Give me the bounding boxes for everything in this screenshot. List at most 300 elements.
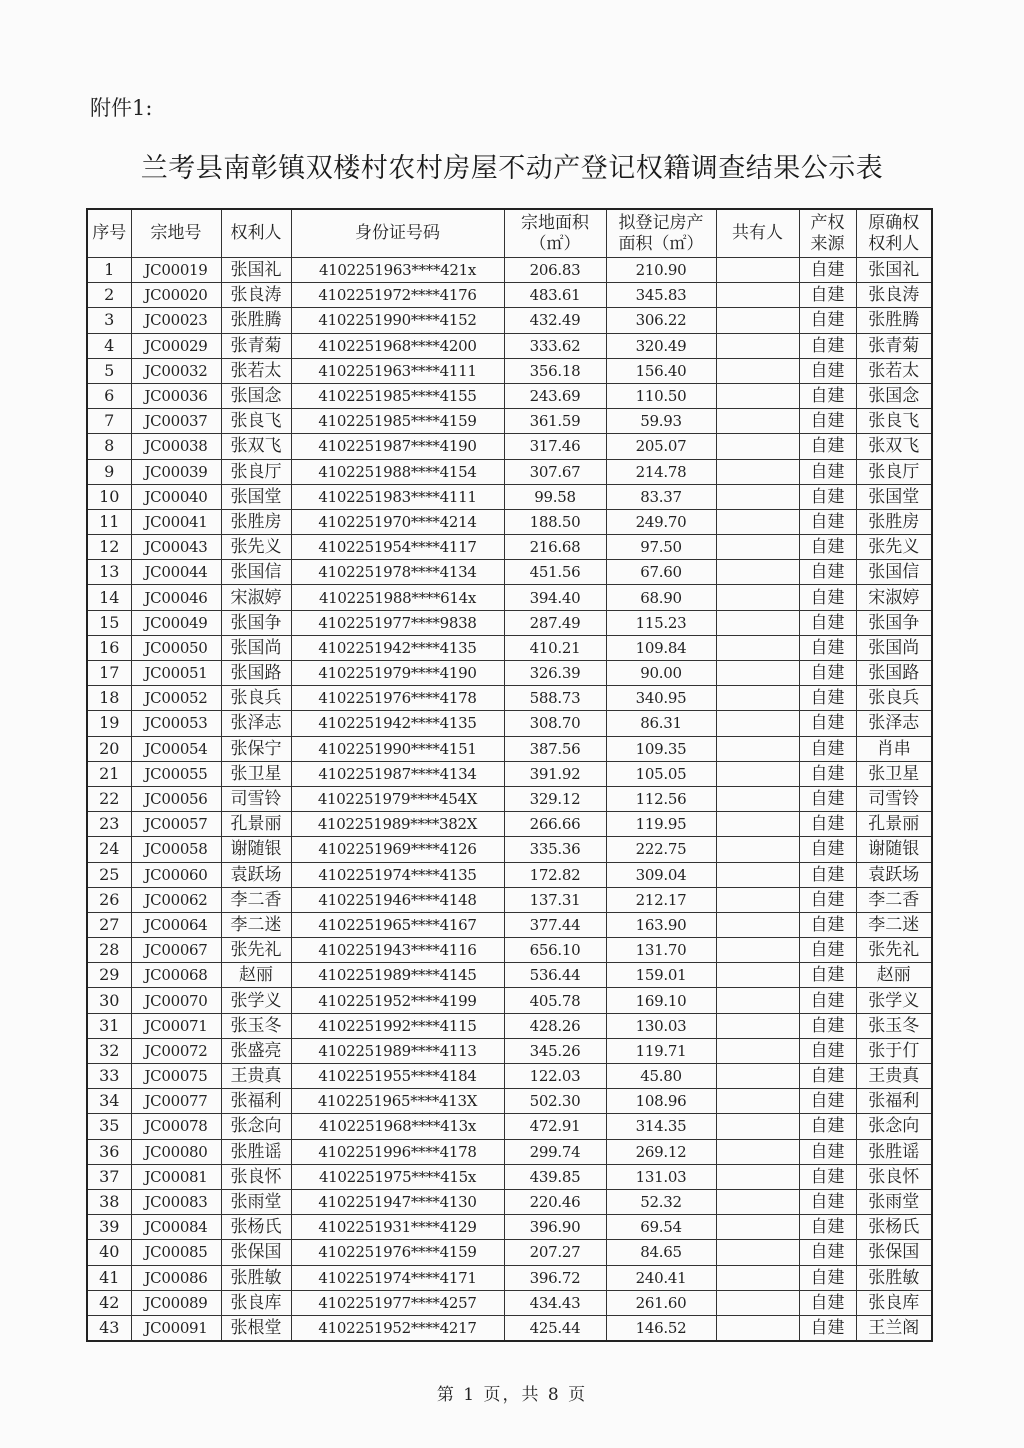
cell-id-number: 4102251988****614x [291, 585, 504, 610]
cell-co-owner [716, 585, 799, 610]
table-row [87, 635, 932, 660]
cell-house-area: 269.12 [606, 1139, 716, 1164]
cell-original-owner: 宋淑婷 [856, 585, 932, 610]
table-row [87, 535, 932, 560]
cell-house-area: 169.10 [606, 988, 716, 1013]
table-row [87, 786, 932, 811]
cell-original-owner: 赵丽 [856, 963, 932, 988]
table-row [87, 887, 932, 912]
table-row [87, 283, 932, 308]
cell-owner: 张良飞 [221, 409, 291, 434]
cell-owner: 张玉冬 [221, 1013, 291, 1038]
cell-original-owner: 张保国 [856, 1240, 932, 1265]
cell-house-area: 84.65 [606, 1240, 716, 1265]
cell-id-number: 4102251990****4152 [291, 308, 504, 333]
cell-id-number: 4102251996****4178 [291, 1139, 504, 1164]
cell-owner: 张国礼 [221, 258, 291, 283]
cell-seq: 7 [87, 409, 131, 434]
cell-owner: 张良涛 [221, 283, 291, 308]
cell-land-area: 391.92 [504, 761, 606, 786]
cell-seq: 28 [87, 938, 131, 963]
cell-land-area: 137.31 [504, 887, 606, 912]
cell-seq: 36 [87, 1139, 131, 1164]
cell-seq: 29 [87, 963, 131, 988]
cell-seq: 8 [87, 434, 131, 459]
table-row [87, 1089, 932, 1114]
cell-co-owner [716, 308, 799, 333]
cell-seq: 25 [87, 862, 131, 887]
cell-co-owner [716, 635, 799, 660]
cell-house-area: 261.60 [606, 1290, 716, 1315]
cell-land-area: 428.26 [504, 1013, 606, 1038]
cell-owner: 张学义 [221, 988, 291, 1013]
table-row [87, 963, 932, 988]
cell-original-owner: 张良涛 [856, 283, 932, 308]
cell-property-source: 自建 [799, 1164, 856, 1189]
cell-house-area: 214.78 [606, 459, 716, 484]
cell-house-area: 83.37 [606, 484, 716, 509]
cell-co-owner [716, 1240, 799, 1265]
cell-co-owner [716, 1089, 799, 1114]
cell-land-area: 472.91 [504, 1114, 606, 1139]
cell-land-area: 656.10 [504, 938, 606, 963]
cell-owner: 张青菊 [221, 333, 291, 358]
cell-seq: 26 [87, 887, 131, 912]
cell-parcel-no: JC00020 [131, 283, 221, 308]
cell-id-number: 4102251963****4111 [291, 358, 504, 383]
cell-parcel-no: JC00058 [131, 837, 221, 862]
cell-land-area: 335.36 [504, 837, 606, 862]
table-row [87, 1013, 932, 1038]
cell-id-number: 4102251989****382X [291, 812, 504, 837]
table-row [87, 837, 932, 862]
table-row [87, 1038, 932, 1063]
cell-co-owner [716, 1189, 799, 1214]
cell-parcel-no: JC00040 [131, 484, 221, 509]
cell-property-source: 自建 [799, 358, 856, 383]
cell-land-area: 299.74 [504, 1139, 606, 1164]
cell-owner: 袁跃场 [221, 862, 291, 887]
cell-owner: 张国争 [221, 610, 291, 635]
cell-original-owner: 孔景丽 [856, 812, 932, 837]
cell-owner: 宋淑婷 [221, 585, 291, 610]
cell-property-source: 自建 [799, 938, 856, 963]
cell-co-owner [716, 686, 799, 711]
cell-co-owner [716, 459, 799, 484]
cell-co-owner [716, 333, 799, 358]
table-row [87, 1114, 932, 1139]
cell-house-area: 159.01 [606, 963, 716, 988]
cell-id-number: 4102251952****4217 [291, 1315, 504, 1341]
cell-property-source: 自建 [799, 711, 856, 736]
cell-parcel-no: JC00084 [131, 1215, 221, 1240]
cell-property-source: 自建 [799, 1139, 856, 1164]
table-row [87, 585, 932, 610]
cell-original-owner: 张于仃 [856, 1038, 932, 1063]
cell-seq: 22 [87, 786, 131, 811]
cell-original-owner: 张良怀 [856, 1164, 932, 1189]
cell-land-area: 308.70 [504, 711, 606, 736]
cell-seq: 19 [87, 711, 131, 736]
cell-land-area: 439.85 [504, 1164, 606, 1189]
cell-property-source: 自建 [799, 1315, 856, 1341]
cell-parcel-no: JC00041 [131, 509, 221, 534]
cell-land-area: 243.69 [504, 383, 606, 408]
table-row [87, 1265, 932, 1290]
cell-seq: 32 [87, 1038, 131, 1063]
cell-parcel-no: JC00055 [131, 761, 221, 786]
cell-land-area: 172.82 [504, 862, 606, 887]
cell-original-owner: 肖串 [856, 736, 932, 761]
cell-id-number: 4102251988****4154 [291, 459, 504, 484]
cell-parcel-no: JC00044 [131, 560, 221, 585]
cell-house-area: 86.31 [606, 711, 716, 736]
cell-original-owner: 张良兵 [856, 686, 932, 711]
cell-parcel-no: JC00062 [131, 887, 221, 912]
cell-original-owner: 张雨堂 [856, 1189, 932, 1214]
table-header-row [87, 209, 932, 258]
table-row [87, 1290, 932, 1315]
cell-parcel-no: JC00075 [131, 1064, 221, 1089]
cell-property-source: 自建 [799, 1265, 856, 1290]
cell-parcel-no: JC00080 [131, 1139, 221, 1164]
cell-seq: 21 [87, 761, 131, 786]
cell-owner: 张福利 [221, 1089, 291, 1114]
cell-owner: 张国念 [221, 383, 291, 408]
cell-property-source: 自建 [799, 484, 856, 509]
table-row [87, 988, 932, 1013]
cell-original-owner: 张国信 [856, 560, 932, 585]
cell-land-area: 206.83 [504, 258, 606, 283]
cell-id-number: 4102251963****421x [291, 258, 504, 283]
cell-house-area: 45.80 [606, 1064, 716, 1089]
cell-seq: 34 [87, 1089, 131, 1114]
cell-original-owner: 张若太 [856, 358, 932, 383]
cell-co-owner [716, 1215, 799, 1240]
cell-house-area: 115.23 [606, 610, 716, 635]
cell-seq: 41 [87, 1265, 131, 1290]
cell-id-number: 4102251969****4126 [291, 837, 504, 862]
cell-property-source: 自建 [799, 761, 856, 786]
cell-house-area: 156.40 [606, 358, 716, 383]
table-row [87, 761, 932, 786]
cell-house-area: 68.90 [606, 585, 716, 610]
cell-original-owner: 张胜腾 [856, 308, 932, 333]
cell-house-area: 90.00 [606, 661, 716, 686]
cell-house-area: 314.35 [606, 1114, 716, 1139]
cell-id-number: 4102251985****4159 [291, 409, 504, 434]
cell-house-area: 306.22 [606, 308, 716, 333]
cell-co-owner [716, 409, 799, 434]
cell-owner: 李二迷 [221, 912, 291, 937]
cell-seq: 10 [87, 484, 131, 509]
cell-land-area: 425.44 [504, 1315, 606, 1341]
cell-parcel-no: JC00050 [131, 635, 221, 660]
cell-owner: 张国路 [221, 661, 291, 686]
cell-property-source: 自建 [799, 258, 856, 283]
cell-seq: 15 [87, 610, 131, 635]
attachment-label: 附件1: [90, 96, 153, 120]
table-row [87, 258, 932, 283]
cell-co-owner [716, 1013, 799, 1038]
cell-id-number: 4102251978****4134 [291, 560, 504, 585]
cell-co-owner [716, 258, 799, 283]
cell-id-number: 4102251985****4155 [291, 383, 504, 408]
column-header-owner: 权利人 [221, 209, 291, 258]
cell-property-source: 自建 [799, 686, 856, 711]
cell-owner: 张念向 [221, 1114, 291, 1139]
cell-co-owner [716, 1265, 799, 1290]
cell-land-area: 207.27 [504, 1240, 606, 1265]
cell-original-owner: 司雪铃 [856, 786, 932, 811]
column-header-parcel-no: 宗地号 [131, 209, 221, 258]
cell-owner: 张保宁 [221, 736, 291, 761]
cell-property-source: 自建 [799, 1114, 856, 1139]
cell-id-number: 4102251987****4190 [291, 434, 504, 459]
cell-id-number: 4102251974****4135 [291, 862, 504, 887]
cell-property-source: 自建 [799, 887, 856, 912]
cell-id-number: 4102251992****4115 [291, 1013, 504, 1038]
cell-owner: 张先礼 [221, 938, 291, 963]
table-row [87, 1215, 932, 1240]
cell-parcel-no: JC00049 [131, 610, 221, 635]
cell-owner: 张胜房 [221, 509, 291, 534]
table-row [87, 1315, 932, 1341]
cell-id-number: 4102251946****4148 [291, 887, 504, 912]
cell-property-source: 自建 [799, 1089, 856, 1114]
cell-property-source: 自建 [799, 736, 856, 761]
cell-owner: 张胜谣 [221, 1139, 291, 1164]
cell-property-source: 自建 [799, 560, 856, 585]
cell-seq: 43 [87, 1315, 131, 1341]
table-row [87, 358, 932, 383]
cell-parcel-no: JC00072 [131, 1038, 221, 1063]
cell-house-area: 105.05 [606, 761, 716, 786]
cell-original-owner: 张良厅 [856, 459, 932, 484]
cell-owner: 司雪铃 [221, 786, 291, 811]
cell-co-owner [716, 509, 799, 534]
cell-property-source: 自建 [799, 535, 856, 560]
cell-co-owner [716, 434, 799, 459]
cell-owner: 王贵真 [221, 1064, 291, 1089]
cell-seq: 31 [87, 1013, 131, 1038]
cell-property-source: 自建 [799, 1038, 856, 1063]
cell-owner: 张胜腾 [221, 308, 291, 333]
cell-parcel-no: JC00037 [131, 409, 221, 434]
cell-id-number: 4102251947****4130 [291, 1189, 504, 1214]
cell-land-area: 502.30 [504, 1089, 606, 1114]
cell-parcel-no: JC00029 [131, 333, 221, 358]
cell-house-area: 59.93 [606, 409, 716, 434]
cell-owner: 张国堂 [221, 484, 291, 509]
cell-parcel-no: JC00068 [131, 963, 221, 988]
cell-land-area: 122.03 [504, 1064, 606, 1089]
cell-seq: 13 [87, 560, 131, 585]
cell-seq: 6 [87, 383, 131, 408]
table-row [87, 383, 932, 408]
cell-original-owner: 谢随银 [856, 837, 932, 862]
cell-co-owner [716, 383, 799, 408]
cell-house-area: 205.07 [606, 434, 716, 459]
cell-land-area: 188.50 [504, 509, 606, 534]
cell-house-area: 320.49 [606, 333, 716, 358]
cell-original-owner: 张青菊 [856, 333, 932, 358]
cell-id-number: 4102251983****4111 [291, 484, 504, 509]
cell-house-area: 52.32 [606, 1189, 716, 1214]
cell-seq: 18 [87, 686, 131, 711]
cell-owner: 张保国 [221, 1240, 291, 1265]
cell-house-area: 340.95 [606, 686, 716, 711]
cell-house-area: 212.17 [606, 887, 716, 912]
cell-parcel-no: JC00052 [131, 686, 221, 711]
cell-parcel-no: JC00051 [131, 661, 221, 686]
document-title: 兰考县南彰镇双楼村农村房屋不动产登记权籍调查结果公示表 [140, 153, 884, 184]
cell-id-number: 4102251955****4184 [291, 1064, 504, 1089]
cell-original-owner: 张先义 [856, 535, 932, 560]
cell-id-number: 4102251970****4214 [291, 509, 504, 534]
cell-original-owner: 张国堂 [856, 484, 932, 509]
cell-property-source: 自建 [799, 837, 856, 862]
cell-original-owner: 张念向 [856, 1114, 932, 1139]
cell-parcel-no: JC00032 [131, 358, 221, 383]
cell-parcel-no: JC00039 [131, 459, 221, 484]
cell-house-area: 130.03 [606, 1013, 716, 1038]
table-row [87, 560, 932, 585]
cell-land-area: 307.67 [504, 459, 606, 484]
cell-seq: 2 [87, 283, 131, 308]
cell-co-owner [716, 887, 799, 912]
cell-co-owner [716, 862, 799, 887]
column-header-property-source: 产权 来源 [799, 209, 856, 258]
cell-id-number: 4102251990****4151 [291, 736, 504, 761]
cell-co-owner [716, 1290, 799, 1315]
cell-co-owner [716, 761, 799, 786]
cell-co-owner [716, 1139, 799, 1164]
cell-parcel-no: JC00086 [131, 1265, 221, 1290]
table-row [87, 1189, 932, 1214]
cell-property-source: 自建 [799, 812, 856, 837]
cell-property-source: 自建 [799, 862, 856, 887]
cell-land-area: 434.43 [504, 1290, 606, 1315]
cell-house-area: 97.50 [606, 535, 716, 560]
cell-house-area: 309.04 [606, 862, 716, 887]
cell-property-source: 自建 [799, 1290, 856, 1315]
cell-seq: 39 [87, 1215, 131, 1240]
cell-owner: 张良厅 [221, 459, 291, 484]
cell-land-area: 361.59 [504, 409, 606, 434]
cell-parcel-no: JC00056 [131, 786, 221, 811]
cell-land-area: 394.40 [504, 585, 606, 610]
cell-id-number: 4102251974****4171 [291, 1265, 504, 1290]
cell-land-area: 356.18 [504, 358, 606, 383]
table-row [87, 434, 932, 459]
cell-seq: 9 [87, 459, 131, 484]
cell-property-source: 自建 [799, 988, 856, 1013]
table-row [87, 938, 932, 963]
cell-property-source: 自建 [799, 585, 856, 610]
cell-property-source: 自建 [799, 383, 856, 408]
cell-house-area: 249.70 [606, 509, 716, 534]
cell-id-number: 4102251931****4129 [291, 1215, 504, 1240]
cell-co-owner [716, 711, 799, 736]
cell-parcel-no: JC00057 [131, 812, 221, 837]
cell-id-number: 4102251987****4134 [291, 761, 504, 786]
cell-land-area: 410.21 [504, 635, 606, 660]
cell-land-area: 333.62 [504, 333, 606, 358]
cell-seq: 24 [87, 837, 131, 862]
column-header-co-owner: 共有人 [716, 209, 799, 258]
cell-house-area: 210.90 [606, 258, 716, 283]
cell-seq: 11 [87, 509, 131, 534]
cell-property-source: 自建 [799, 661, 856, 686]
column-header-seq: 序号 [87, 209, 131, 258]
cell-property-source: 自建 [799, 434, 856, 459]
cell-parcel-no: JC00019 [131, 258, 221, 283]
cell-seq: 3 [87, 308, 131, 333]
cell-property-source: 自建 [799, 610, 856, 635]
cell-original-owner: 张双飞 [856, 434, 932, 459]
cell-original-owner: 张良飞 [856, 409, 932, 434]
cell-owner: 张杨氏 [221, 1215, 291, 1240]
column-header-land-area: 宗地面积 （㎡） [504, 209, 606, 258]
cell-owner: 张国尚 [221, 635, 291, 660]
cell-seq: 40 [87, 1240, 131, 1265]
cell-house-area: 163.90 [606, 912, 716, 937]
cell-parcel-no: JC00085 [131, 1240, 221, 1265]
table-row [87, 610, 932, 635]
cell-property-source: 自建 [799, 1215, 856, 1240]
cell-property-source: 自建 [799, 1013, 856, 1038]
table-row [87, 459, 932, 484]
cell-house-area: 119.71 [606, 1038, 716, 1063]
cell-co-owner [716, 560, 799, 585]
cell-property-source: 自建 [799, 635, 856, 660]
cell-owner: 李二香 [221, 887, 291, 912]
cell-id-number: 4102251989****4145 [291, 963, 504, 988]
table-row [87, 812, 932, 837]
cell-co-owner [716, 736, 799, 761]
cell-land-area: 287.49 [504, 610, 606, 635]
table-row [87, 1064, 932, 1089]
cell-land-area: 377.44 [504, 912, 606, 937]
cell-owner: 张国信 [221, 560, 291, 585]
cell-seq: 37 [87, 1164, 131, 1189]
cell-owner: 张双飞 [221, 434, 291, 459]
cell-co-owner [716, 988, 799, 1013]
cell-parcel-no: JC00023 [131, 308, 221, 333]
cell-original-owner: 张国念 [856, 383, 932, 408]
table-row [87, 484, 932, 509]
cell-owner: 张根堂 [221, 1315, 291, 1341]
cell-seq: 42 [87, 1290, 131, 1315]
page-footer: 第 1 页，共 8 页 [436, 1385, 588, 1405]
column-header-original-owner: 原确权 权利人 [856, 209, 932, 258]
cell-owner: 孔景丽 [221, 812, 291, 837]
cell-id-number: 4102251972****4176 [291, 283, 504, 308]
cell-original-owner: 袁跃场 [856, 862, 932, 887]
cell-property-source: 自建 [799, 459, 856, 484]
cell-seq: 5 [87, 358, 131, 383]
cell-seq: 12 [87, 535, 131, 560]
cell-owner: 张泽志 [221, 711, 291, 736]
cell-property-source: 自建 [799, 308, 856, 333]
cell-original-owner: 张先礼 [856, 938, 932, 963]
table-row [87, 912, 932, 937]
column-header-house-area: 拟登记房产 面积（㎡） [606, 209, 716, 258]
table-row [87, 711, 932, 736]
cell-house-area: 108.96 [606, 1089, 716, 1114]
cell-parcel-no: JC00053 [131, 711, 221, 736]
